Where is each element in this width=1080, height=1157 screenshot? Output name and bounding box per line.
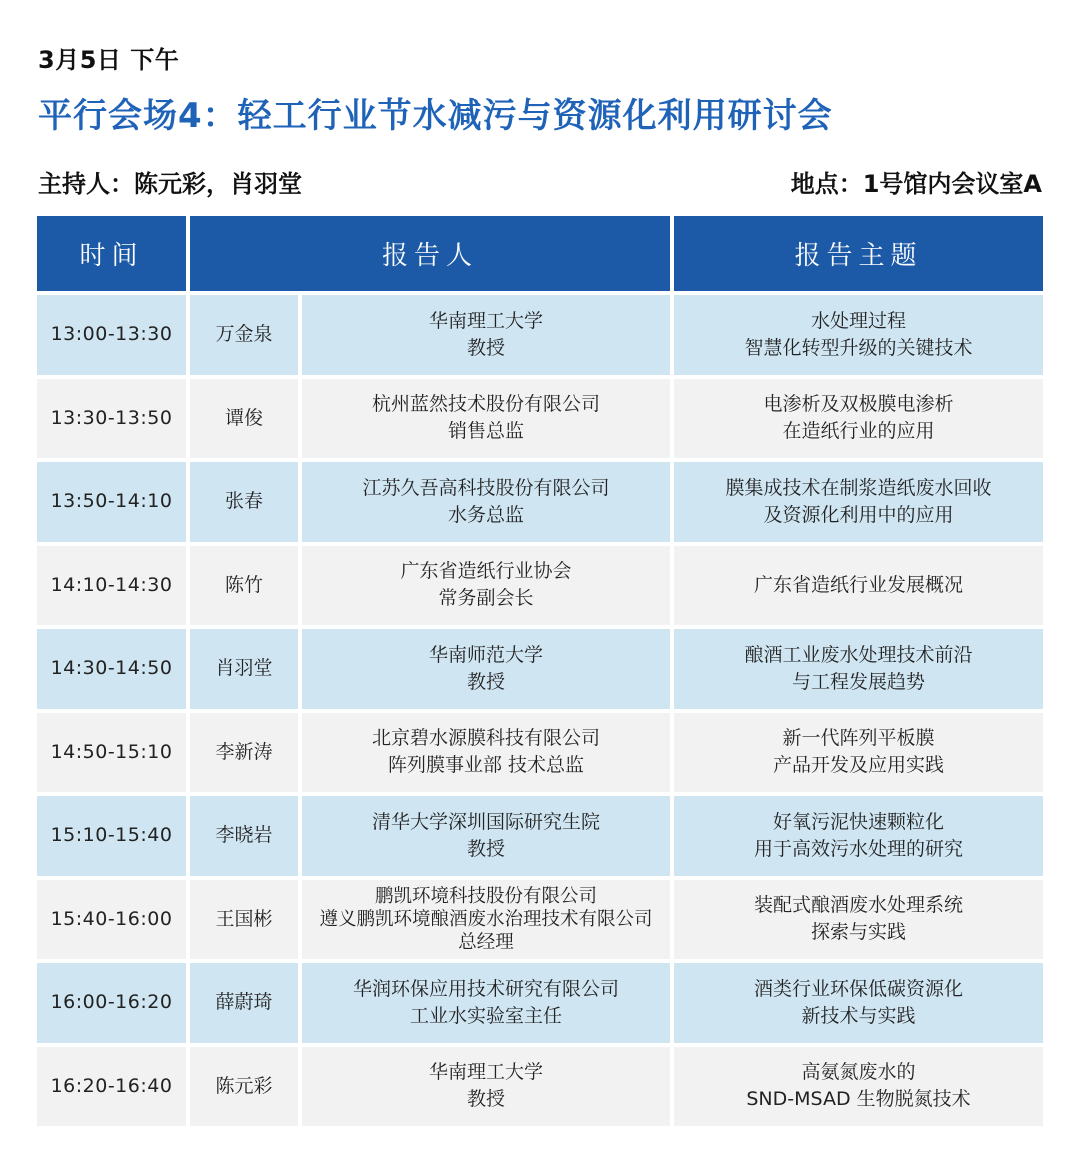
topic-cell	[674, 713, 1043, 793]
topic-line: 新一代阵列平板膜	[782, 727, 935, 750]
affiliation-line: 教授	[466, 336, 505, 359]
table-row	[37, 379, 1043, 459]
header-time: 时间	[37, 216, 186, 291]
affiliation-line: 华润环保应用技术研究有限公司	[352, 977, 619, 1000]
affiliation-line: 华南师范大学	[428, 643, 543, 666]
time-cell: 13:30-13:50	[37, 379, 186, 459]
topic-line: 产品开发及应用实践	[772, 754, 944, 777]
page-title: 平行会场4：轻工行业节水减污与资源化利用研讨会	[38, 96, 833, 136]
topic-cell	[674, 1047, 1043, 1127]
topic-line: SND-MSAD 生物脱氮技术	[746, 1088, 971, 1111]
speaker-affiliation-cell	[302, 880, 670, 960]
topic-line: 装配式酿酒废水处理系统	[753, 894, 963, 917]
header-topic: 报告主题	[674, 216, 1043, 291]
speaker-name-cell: 王国彬	[190, 880, 298, 960]
session-date: 3月5日 下午	[38, 46, 180, 74]
topic-line: 水处理过程	[810, 309, 906, 332]
affiliation-line: 教授	[466, 670, 505, 693]
speaker-name-cell: 陈元彩	[190, 1047, 298, 1127]
time-cell: 13:50-14:10	[37, 462, 186, 542]
affiliation-line: 总经理	[458, 931, 514, 953]
time-cell: 16:00-16:20	[37, 963, 186, 1043]
time-cell: 14:50-15:10	[37, 713, 186, 793]
affiliation-line: 销售总监	[447, 420, 524, 443]
topic-cell	[674, 880, 1043, 960]
topic-cell	[674, 295, 1043, 375]
affiliation-line: 教授	[466, 837, 505, 860]
topic-line: 及资源化利用中的应用	[763, 503, 954, 526]
speaker-affiliation-cell	[302, 379, 670, 459]
topic-cell	[674, 379, 1043, 459]
affiliation-line: 鹏凯环境科技股份有限公司	[374, 885, 597, 907]
table-row	[37, 295, 1043, 375]
speaker-name-cell: 陈竹	[190, 546, 298, 626]
host-info: 主持人：陈元彩，肖羽堂	[38, 170, 302, 198]
affiliation-line: 清华大学深圳国际研究生院	[371, 810, 600, 833]
time-cell: 15:40-16:00	[37, 880, 186, 960]
speaker-affiliation-cell	[302, 1047, 670, 1127]
location-info: 地点：1号馆内会议室A	[790, 170, 1042, 198]
schedule-table	[37, 216, 1043, 1130]
time-cell: 13:00-13:30	[37, 295, 186, 375]
affiliation-line: 北京碧水源膜科技有限公司	[371, 727, 600, 750]
topic-line: 在造纸行业的应用	[782, 420, 935, 443]
affiliation-line: 广东省造纸行业协会	[400, 560, 572, 583]
affiliation-line: 江苏久吾高科技股份有限公司	[362, 476, 610, 499]
time-cell: 14:10-14:30	[37, 546, 186, 626]
table-row	[37, 880, 1043, 960]
header-speaker: 报告人	[190, 216, 670, 291]
affiliation-line: 华南理工大学	[428, 1061, 543, 1084]
affiliation-line: 华南理工大学	[428, 309, 543, 332]
topic-line: 智慧化转型升级的关键技术	[744, 336, 973, 359]
topic-line: 与工程发展趋势	[791, 670, 925, 693]
speaker-name-cell: 张春	[190, 462, 298, 542]
table-header	[37, 216, 1043, 291]
speaker-name-cell: 李晓岩	[190, 796, 298, 876]
table-body	[37, 295, 1043, 1126]
table-row	[37, 796, 1043, 876]
affiliation-line: 杭州蓝然技术股份有限公司	[371, 393, 600, 416]
table-row	[37, 963, 1043, 1043]
time-cell: 16:20-16:40	[37, 1047, 186, 1127]
topic-cell	[674, 462, 1043, 542]
speaker-name-cell: 肖羽堂	[190, 629, 298, 709]
topic-line: 用于高效污水处理的研究	[753, 837, 963, 860]
speaker-name-cell: 薛蔚琦	[190, 963, 298, 1043]
affiliation-line: 工业水实验室主任	[409, 1004, 562, 1027]
speaker-affiliation-cell	[302, 546, 670, 626]
speaker-name-cell: 谭俊	[190, 379, 298, 459]
speaker-affiliation-cell	[302, 629, 670, 709]
affiliation-line: 水务总监	[447, 503, 524, 526]
table-row	[37, 462, 1043, 542]
topic-cell	[674, 796, 1043, 876]
topic-cell	[674, 546, 1043, 626]
topic-line: 酿酒工业废水处理技术前沿	[744, 643, 973, 666]
topic-cell	[674, 963, 1043, 1043]
affiliation-line: 教授	[466, 1088, 505, 1111]
topic-line: 探索与实践	[810, 921, 906, 944]
topic-line: 好氧污泥快速颗粒化	[772, 810, 944, 833]
speaker-affiliation-cell	[302, 462, 670, 542]
time-cell: 15:10-15:40	[37, 796, 186, 876]
table-row	[37, 1047, 1043, 1127]
topic-line: 新技术与实践	[801, 1004, 916, 1027]
affiliation-line: 遵义鹏凯环境酿酒废水治理技术有限公司	[319, 908, 653, 930]
table-row	[37, 713, 1043, 793]
topic-cell	[674, 629, 1043, 709]
table-row	[37, 629, 1043, 709]
speaker-affiliation-cell	[302, 295, 670, 375]
topic-line: 膜集成技术在制浆造纸废水回收	[725, 476, 992, 499]
affiliation-line: 阵列膜事业部 技术总监	[387, 754, 585, 777]
speaker-name-cell: 万金泉	[190, 295, 298, 375]
topic-line: 高氨氮废水的	[801, 1061, 916, 1084]
affiliation-line: 常务副会长	[438, 587, 534, 610]
time-cell: 14:30-14:50	[37, 629, 186, 709]
speaker-affiliation-cell	[302, 963, 670, 1043]
topic-line: 酒类行业环保低碳资源化	[753, 977, 963, 1000]
speaker-affiliation-cell	[302, 713, 670, 793]
speaker-name-cell: 李新涛	[190, 713, 298, 793]
topic-line: 广东省造纸行业发展概况	[753, 573, 963, 596]
topic-line: 电渗析及双极膜电渗析	[763, 393, 954, 416]
table-row	[37, 546, 1043, 626]
speaker-affiliation-cell	[302, 796, 670, 876]
